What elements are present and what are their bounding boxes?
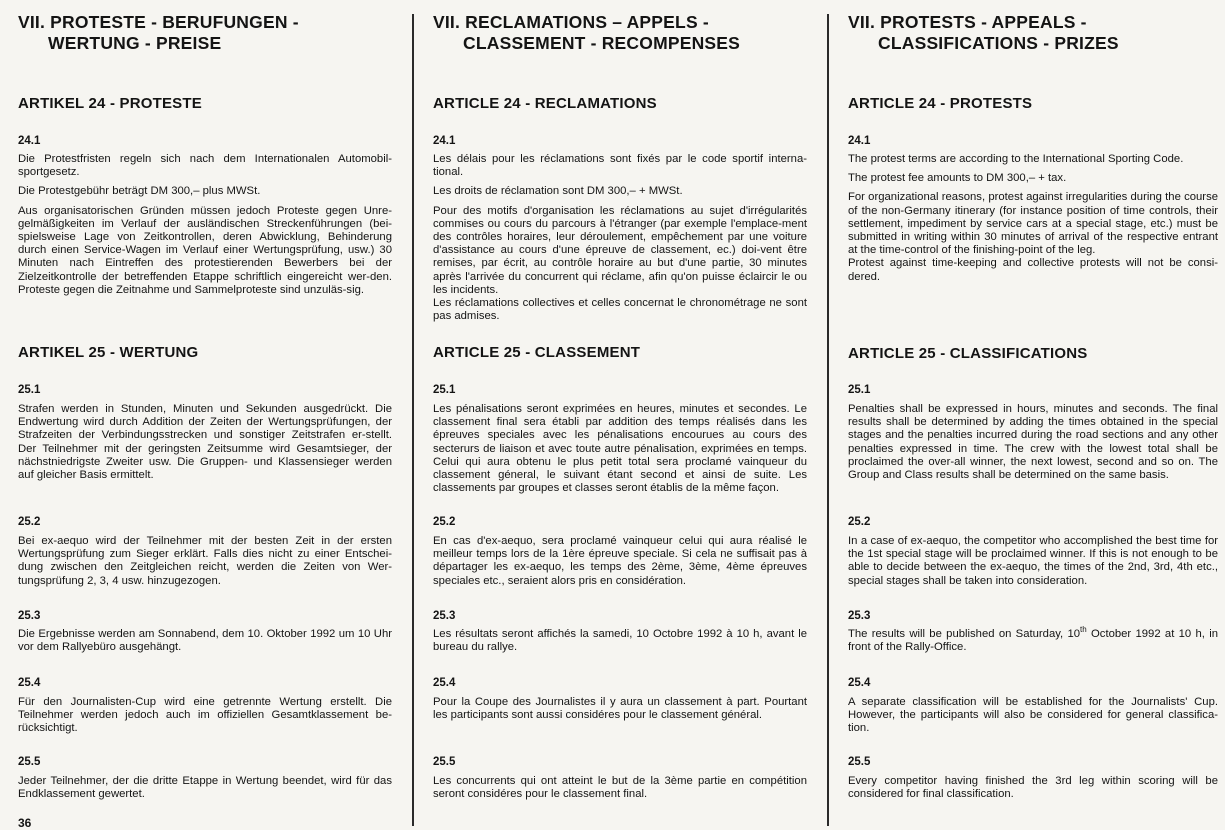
section-25-4-text: Pour la Coupe des Journalistes il y aura un classement à part. Pourtant les participants sont aussi considéres pour le classement général.	[433, 696, 807, 722]
section-number: 25.1	[848, 384, 871, 396]
section-25-2-text: Bei ex-aequo wird der Teilnehmer mit der besten Zeit in der ersten Wertungsprüfung zum Sieger erklärt. Falls dies nicht zu einer Entschei-dung zwischen den Zeitgleichen reicht, werden die Zeiten von Wer-tungsprüfung 2, 3, 4 usw. hinzugezogen.	[18, 535, 392, 587]
section-number: 25.4	[848, 677, 871, 689]
column-divider	[827, 14, 829, 826]
section-25-1-text: Les pénalisations seront exprimées en heures, minutes et secondes. Le classement final sera établi par addition des temps réalisés dans les épreuves speciales avec les pénalisations encourues au cours des secterurs de liaison et avec toute autre pénalisation, exprimées en temps. Celui qui aura obtenu le plus petit total sera proclamé vainqueur du classement géneral, le suivant étant second et ainsi de suite. Les classements par groupes et classes seront établis de la même façon.	[433, 403, 807, 495]
section-number: 25.4	[433, 677, 456, 689]
article-24-heading: ARTICLE 24 - PROTESTS	[848, 95, 1033, 112]
section-number: 25.5	[848, 756, 871, 768]
section-25-1-text: Strafen werden in Stunden, Minuten und Sekunden ausgedrückt. Die Endwertung wird durch Addition der Zeiten der Wertungsprüfungen, der Strafzeiten der Verbindungsstrecken und sonstiger Zeitstrafen er-stellt. Der Teilnehmer mit der geringsten Zeitsumme wird Gesamtsieger, der nächstniedrigste Zweiter usw. Die Gruppen- und Klassensieger werden auf gleicher Basis ermittelt.	[18, 403, 392, 482]
article-25-heading: ARTIKEL 25 - WERTUNG	[18, 344, 199, 361]
section-25-2-text: In a case of ex-aequo, the competitor who accomplished the best time for the 1st special stage will be proclaimed winner. If this is not enough to be able to decide between the ex-aequo, the times of the 2nd, 3rd, 4th etc., special stages shall be taken into consideration.	[848, 535, 1218, 587]
section-25-5-text: Every competitor having finished the 3rd leg within scoring will be considered for final classification.	[848, 775, 1218, 801]
section-number: 25.3	[18, 610, 41, 622]
section-number: 25.3	[433, 610, 456, 622]
page-number: 36	[18, 816, 32, 830]
section-number: 25.4	[18, 677, 41, 689]
section-24-1-text: Die Protestfristen regeln sich nach dem Internationalen Automobil-sportgesetz. Die Protestgebühr beträgt DM 300,– plus MWSt. Aus organisatorischen Gründen müssen jedoch Proteste gegen Unre-gelmäßigkeiten im Verlauf der ausländischen Streckenführungen (bei-spielsweise Lage von Zeitkontrollen, deren Abwicklung, Behinderung durch einen Service-Wagen im Verlauf einer Wertungsprüfung, usw.) 30 Minuten nach Eintreffen des protestierenden Bewerbers bei der Zielzeitkontrolle der betreffenden Etappe schriftlich eingereicht wer-den. Proteste gegen die Zeitnahme und Sammelproteste sind unzuläs-sig.	[18, 153, 392, 296]
section-25-2-text: En cas d'ex-aequo, sera proclamé vainqueur celui qui aura réalisé le meilleur temps lors de la 1ère épreuve speciale. Si cela ne suffisait pas à départager les ex-aequo, les temps des 2ème, 3ème, 4ème épreuves speciales etc., seraient alors pris en considération.	[433, 535, 807, 587]
section-number: 25.5	[433, 756, 456, 768]
column-english	[848, 0, 1218, 826]
section-number: 25.1	[433, 384, 456, 396]
section-24-1-text: Les délais pour les réclamations sont fixés par le code sportif interna-tional. Les droits de réclamation sont DM 300,– + MWSt. Pour des motifs d'organisation les réclamations au sujet d'irrégularités commises ou cours du parcours à l'étranger (par exemple l'emplace-ment des contrôles horaires, leur déroulement, empêchement par une voiture d'assistance au cours d'une épreuve de classement, ec.) doi-vent être remises, par écrit, au contrôle horaire au but d'une partie, 30 minutes après l'arrivée du concurrent qui réclame, afin qu'on puisse éclaircir le ou les incidents. Les réclamations collectives et celles concernat le chronométrage ne sont pas admises.	[433, 153, 807, 323]
section-25-4-text: Für den Journalisten-Cup wird eine getrennte Wertung erstellt. Die Teilnehmer werden jedoch auch im offiziellen Gesamtklassement be-rücksichtigt.	[18, 696, 392, 735]
section-24-1-text: The protest terms are according to the International Sporting Code. The protest fee amounts to DM 300,– + tax. For organizational reasons, protest against irregularities during the course of the non-Germany itinerary (for instance position of time controls, their settlement, impediment by service cars at a special stage, etc.) must be submitted in writing within 30 minutes of arrival of the respective entrant at the time-control of the finishing-point of the leg. Protest against time-keeping and collective protests will not be consi-dered.	[848, 153, 1218, 283]
section-number: 24.1	[433, 135, 456, 147]
chapter-title: VII. RECLAMATIONS – APPELS - CLASSEMENT - RECOMPENSES	[433, 12, 741, 53]
section-25-3-text: Die Ergebnisse werden am Sonnabend, dem 10. Oktober 1992 um 10 Uhr vor dem Rallyebüro ausgehängt.	[18, 628, 392, 654]
section-25-3-text: The results will be published on Saturday, 10th October 1992 at 10 h, in front of the Rally-Office.	[848, 625, 1218, 654]
section-25-5-text: Jeder Teilnehmer, der die dritte Etappe in Wertung beendet, wird für das Endklassement gewertet.	[18, 775, 392, 801]
section-number: 25.3	[848, 610, 871, 622]
section-number: 24.1	[18, 135, 41, 147]
section-number: 24.1	[848, 135, 871, 147]
chapter-title: VII. PROTESTE - BERUFUNGEN - WERTUNG - PREISE	[18, 12, 299, 53]
section-number: 25.2	[18, 516, 41, 528]
article-25-heading: ARTICLE 25 - CLASSEMENT	[433, 344, 641, 361]
section-number: 25.2	[848, 516, 871, 528]
section-number: 25.1	[18, 384, 41, 396]
section-25-4-text: A separate classification will be established for the Journalists' Cup. However, the participants will also be considered for general classifica-tion.	[848, 696, 1218, 735]
section-25-5-text: Les concurrents qui ont atteint le but de la 3ème partie en compétition seront considéres pour le classement final.	[433, 775, 807, 801]
article-24-heading: ARTIKEL 24 - PROTESTE	[18, 95, 202, 112]
section-25-1-text: Penalties shall be expressed in hours, minutes and seconds. The final results shall be determined by adding the times obtained in the special stages and the penalties incurred during the road sections and any other penalties expressed in time. The crew with the lowest total shall be proclaimed the over-all winner, the next lowest, second and so on. The Group and Class results shall be determined on the same basis.	[848, 403, 1218, 482]
column-french	[433, 0, 807, 826]
column-divider	[412, 14, 414, 826]
section-number: 25.5	[18, 756, 41, 768]
column-german	[18, 0, 392, 826]
chapter-title: VII. PROTESTS - APPEALS - CLASSIFICATIONS - PRIZES	[848, 12, 1119, 53]
article-24-heading: ARTICLE 24 - RECLAMATIONS	[433, 95, 657, 112]
section-number: 25.2	[433, 516, 456, 528]
section-25-3-text: Les résultats seront affichés la samedi, 10 Octobre 1992 à 10 h, avant le bureau du rallye.	[433, 628, 807, 654]
article-25-heading: ARTICLE 25 - CLASSIFICATIONS	[848, 345, 1088, 362]
